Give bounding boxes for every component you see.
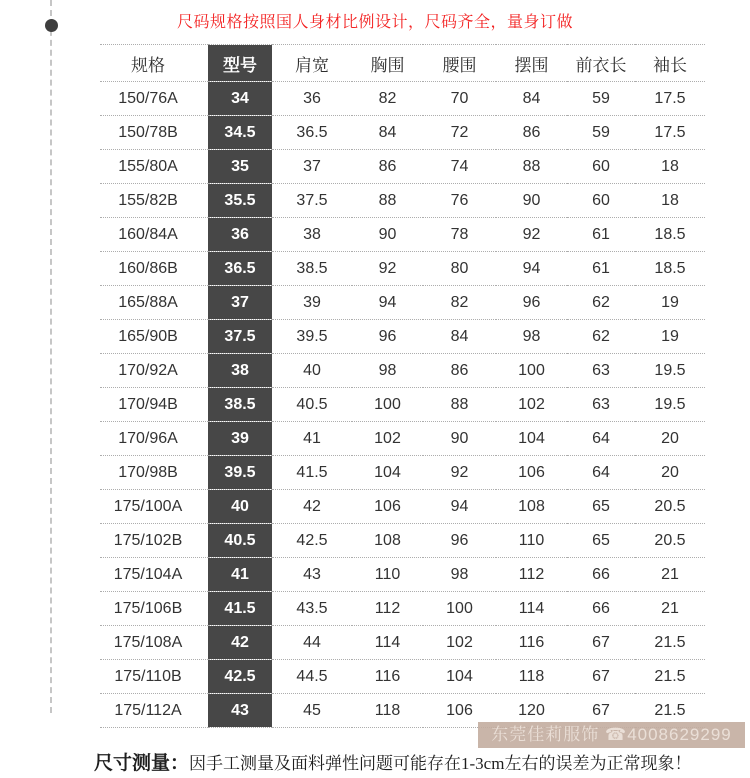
table-cell: 102 <box>446 633 473 651</box>
table-cell: 72 <box>450 123 469 141</box>
table-cell: 65 <box>592 531 610 549</box>
column-header-7: 前衣长 <box>575 55 627 75</box>
table-cell: 19 <box>661 293 679 311</box>
table-cell: 116 <box>518 633 545 651</box>
table-cell: 37 <box>208 286 272 320</box>
table-cell: 88 <box>378 191 397 209</box>
table-cell: 38 <box>208 354 272 388</box>
table-cell: 114 <box>518 599 545 617</box>
table-cell: 20.5 <box>654 531 686 549</box>
column-header-3: 肩宽 <box>295 55 329 75</box>
table-cell: 90 <box>378 225 397 243</box>
table-cell: 67 <box>592 701 610 719</box>
table-cell: 61 <box>592 225 610 243</box>
table-cell: 40 <box>208 490 272 524</box>
size-spec-table <box>100 44 705 728</box>
table-cell: 104 <box>374 463 401 481</box>
table-cell: 170/92A <box>118 361 178 379</box>
table-cell: 64 <box>592 463 610 481</box>
table-cell: 94 <box>378 293 397 311</box>
table-cell: 36 <box>208 218 272 252</box>
table-cell: 59 <box>592 123 610 141</box>
table-cell: 70 <box>450 89 469 107</box>
table-cell: 106 <box>446 701 473 719</box>
table-cell: 96 <box>522 293 541 311</box>
table-cell: 84 <box>522 89 541 107</box>
table-cell: 98 <box>450 565 469 583</box>
table-cell: 175/100A <box>113 497 183 515</box>
table-cell: 39.5 <box>208 456 272 490</box>
decorative-dashed-line <box>50 0 52 713</box>
measurement-note-text: 因手工测量及面料弹性问题可能存在1-3cm左右的误差为正常现象！ <box>189 754 692 773</box>
table-cell: 78 <box>450 225 469 243</box>
table-cell: 37.5 <box>208 320 272 354</box>
table-cell: 42.5 <box>296 531 328 549</box>
table-cell: 108 <box>518 497 545 515</box>
column-header-4: 胸围 <box>370 55 405 75</box>
table-cell: 19 <box>661 327 679 345</box>
table-cell: 40.5 <box>208 524 272 558</box>
table-cell: 175/104A <box>113 565 183 583</box>
table-cell: 35 <box>208 150 272 184</box>
table-cell: 39.5 <box>296 327 328 345</box>
table-cell: 165/88A <box>118 293 178 311</box>
table-cell: 40.5 <box>296 395 328 413</box>
measurement-note <box>94 748 691 775</box>
table-cell: 67 <box>592 633 610 651</box>
table-row <box>100 150 705 184</box>
table-cell: 61 <box>592 259 610 277</box>
table-cell: 36.5 <box>208 252 272 286</box>
table-cell: 43.5 <box>296 599 328 617</box>
table-cell: 38.5 <box>296 259 328 277</box>
table-cell: 21.5 <box>654 667 686 685</box>
table-cell: 175/106B <box>113 599 183 617</box>
table-row <box>100 626 705 660</box>
table-cell: 94 <box>522 259 541 277</box>
table-cell: 18.5 <box>654 225 686 243</box>
table-cell: 21.5 <box>654 633 686 651</box>
table-cell: 102 <box>374 429 401 447</box>
table-cell: 160/84A <box>118 225 178 243</box>
table-cell: 19.5 <box>654 395 686 413</box>
table-cell: 100 <box>446 599 473 617</box>
column-header-8: 袖长 <box>653 55 687 75</box>
table-cell: 100 <box>374 395 401 413</box>
table-cell: 155/80A <box>118 157 178 175</box>
table-cell: 18.5 <box>654 259 686 277</box>
table-cell: 66 <box>592 599 610 617</box>
table-row <box>100 218 705 252</box>
table-cell: 175/110B <box>114 667 182 685</box>
table-cell: 150/78B <box>118 123 178 141</box>
table-cell: 19.5 <box>654 361 686 379</box>
table-cell: 100 <box>518 361 545 379</box>
table-row <box>100 456 705 490</box>
column-header-1: 规格 <box>131 55 165 75</box>
table-cell: 92 <box>378 259 397 277</box>
table-cell: 102 <box>518 395 545 413</box>
table-cell: 98 <box>378 361 397 379</box>
table-cell: 41.5 <box>296 463 328 481</box>
table-cell: 34.5 <box>208 116 272 150</box>
table-cell: 44 <box>303 633 321 651</box>
table-row <box>100 524 705 558</box>
table-cell: 37.5 <box>296 191 328 209</box>
table-cell: 120 <box>518 701 545 719</box>
table-cell: 44.5 <box>296 667 328 685</box>
table-cell: 88 <box>522 157 541 175</box>
table-body <box>100 82 705 728</box>
table-cell: 62 <box>592 327 610 345</box>
table-cell: 92 <box>450 463 469 481</box>
table-cell: 86 <box>378 157 397 175</box>
table-cell: 86 <box>450 361 469 379</box>
table-cell: 116 <box>374 667 401 685</box>
table-cell: 36.5 <box>296 123 328 141</box>
table-cell: 42 <box>208 626 272 660</box>
table-cell: 60 <box>592 157 610 175</box>
table-cell: 21 <box>661 565 679 583</box>
table-cell: 18 <box>661 157 679 175</box>
table-cell: 20 <box>661 429 679 447</box>
table-row <box>100 660 705 694</box>
table-cell: 17.5 <box>654 123 686 141</box>
table-cell: 20.5 <box>654 497 686 515</box>
table-row <box>100 558 705 592</box>
table-cell: 18 <box>661 191 679 209</box>
table-cell: 41.5 <box>208 592 272 626</box>
table-cell: 63 <box>592 361 610 379</box>
measurement-note-label: 尺寸测量： <box>94 753 190 774</box>
table-cell: 118 <box>374 701 401 719</box>
table-row <box>100 184 705 218</box>
table-cell: 110 <box>518 531 545 549</box>
table-row <box>100 252 705 286</box>
table-row <box>100 592 705 626</box>
table-cell: 76 <box>450 191 469 209</box>
table-cell: 112 <box>518 565 545 583</box>
table-header-row <box>100 45 705 82</box>
table-cell: 63 <box>592 395 610 413</box>
table-cell: 39 <box>303 293 321 311</box>
table-cell: 37 <box>303 157 321 175</box>
table-cell: 118 <box>518 667 545 685</box>
table-row <box>100 286 705 320</box>
table-cell: 36 <box>303 89 321 107</box>
table-cell: 42 <box>303 497 321 515</box>
table-cell: 160/86B <box>118 259 178 277</box>
table-cell: 59 <box>592 89 610 107</box>
table-cell: 94 <box>450 497 469 515</box>
table-cell: 41 <box>303 429 321 447</box>
table-cell: 170/98B <box>118 463 178 481</box>
column-header-5: 腰围 <box>442 55 477 75</box>
table-cell: 62 <box>592 293 610 311</box>
table-cell: 60 <box>592 191 610 209</box>
table-row <box>100 354 705 388</box>
table-cell: 106 <box>518 463 545 481</box>
table-cell: 98 <box>522 327 541 345</box>
table-cell: 86 <box>522 123 541 141</box>
promo-title: 尺码规格按照国人身材比例设计，尺码齐全，量身订做 <box>176 14 573 31</box>
seller-watermark <box>478 722 745 748</box>
table-row <box>100 82 705 116</box>
table-cell: 165/90B <box>118 327 178 345</box>
table-cell: 175/102B <box>113 531 183 549</box>
table-cell: 38 <box>303 225 321 243</box>
table-cell: 110 <box>374 565 401 583</box>
table-cell: 41 <box>208 558 272 592</box>
table-cell: 82 <box>378 89 397 107</box>
table-cell: 112 <box>374 599 401 617</box>
table-cell: 104 <box>518 429 545 447</box>
table-cell: 20 <box>661 463 679 481</box>
table-cell: 80 <box>450 259 469 277</box>
table-cell: 88 <box>450 395 469 413</box>
table-cell: 17.5 <box>654 89 686 107</box>
table-row <box>100 116 705 150</box>
table-row <box>100 422 705 456</box>
table-cell: 106 <box>374 497 401 515</box>
table-cell: 90 <box>522 191 541 209</box>
table-cell: 43 <box>303 565 321 583</box>
seller-phone: 4008629299 <box>627 725 732 744</box>
table-cell: 35.5 <box>208 184 272 218</box>
table-cell: 21.5 <box>654 701 686 719</box>
table-cell: 170/94B <box>118 395 178 413</box>
table-cell: 67 <box>592 667 610 685</box>
table-cell: 114 <box>374 633 401 651</box>
table-cell: 74 <box>450 157 469 175</box>
table-cell: 175/112A <box>114 701 182 719</box>
table-cell: 108 <box>374 531 401 549</box>
table-cell: 45 <box>303 701 321 719</box>
table-cell: 84 <box>450 327 469 345</box>
table-row <box>100 320 705 354</box>
table-cell: 155/82B <box>118 191 178 209</box>
table-cell: 34 <box>208 82 272 116</box>
table-cell: 65 <box>592 497 610 515</box>
column-header-2: 型号 <box>208 45 272 82</box>
table-row <box>100 490 705 524</box>
seller-name: 东莞佳莉服饰 <box>491 725 600 744</box>
table-cell: 96 <box>378 327 397 345</box>
table-cell: 64 <box>592 429 610 447</box>
table-row <box>100 388 705 422</box>
table-cell: 66 <box>592 565 610 583</box>
phone-icon: ☎ <box>605 725 628 744</box>
table-cell: 38.5 <box>208 388 272 422</box>
table-cell: 40 <box>303 361 321 379</box>
table-cell: 96 <box>450 531 469 549</box>
table-cell: 92 <box>522 225 541 243</box>
table-cell: 150/76A <box>118 89 178 107</box>
table-cell: 84 <box>378 123 397 141</box>
table-cell: 42.5 <box>208 660 272 694</box>
table-cell: 39 <box>208 422 272 456</box>
table-cell: 104 <box>446 667 473 685</box>
table-cell: 90 <box>450 429 469 447</box>
table-cell: 170/96A <box>118 429 178 447</box>
table-cell: 21 <box>661 599 679 617</box>
column-header-6: 摆围 <box>514 55 549 75</box>
table-cell: 175/108A <box>113 633 183 651</box>
table-cell: 82 <box>450 293 469 311</box>
table-cell: 43 <box>208 694 272 728</box>
